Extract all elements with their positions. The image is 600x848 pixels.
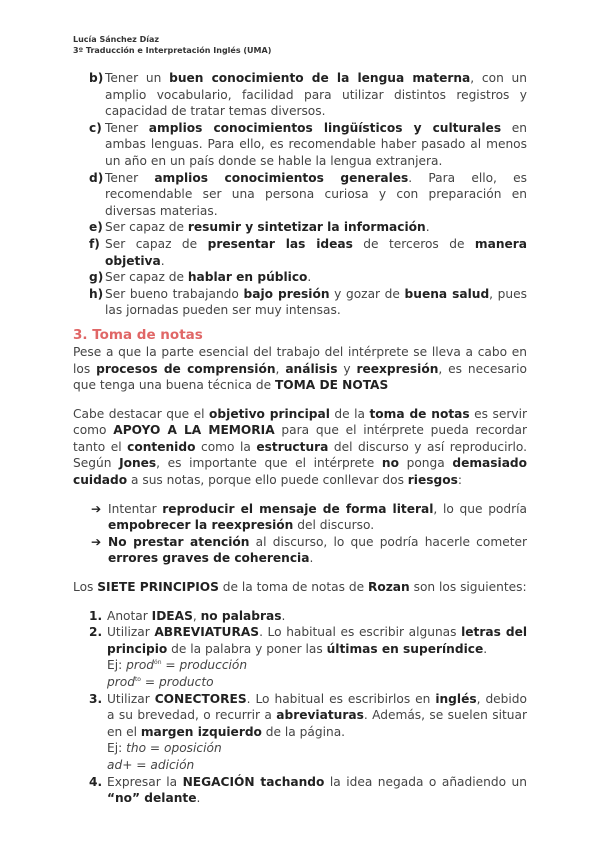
bold-text: Rozan <box>367 580 410 595</box>
bold-text: TOMA DE NOTAS <box>274 378 389 393</box>
principle-item <box>89 608 527 625</box>
list-item <box>73 70 527 120</box>
bold-text: errores graves de coherencia <box>108 551 310 566</box>
document-body <box>73 70 527 807</box>
list-item <box>73 236 527 269</box>
bold-text: SIETE PRINCIPIOS <box>97 580 219 595</box>
bold-text: buena salud <box>404 286 490 301</box>
principle-item <box>89 624 527 690</box>
bold-text: análisis <box>285 361 338 376</box>
bold-text: buen conocimiento de la lengua materna <box>169 71 471 85</box>
bold-text: procesos de comprensión <box>96 361 276 376</box>
bold-text: abreviaturas <box>276 708 364 723</box>
list-item <box>73 286 527 319</box>
list-item-label: g) <box>89 270 104 285</box>
list-item-text: Ser capaz de hablar en público. <box>105 270 312 285</box>
bold-text: ABREVIATURAS <box>154 625 260 640</box>
section-title: 3. Toma de notas <box>73 326 203 343</box>
principles-list <box>73 608 527 807</box>
requirements-list <box>73 70 527 319</box>
list-item <box>73 170 527 220</box>
bold-text: bajo presión <box>243 286 330 301</box>
bold-text: toma de notas <box>369 406 470 421</box>
list-item-label: f) <box>89 236 100 251</box>
arrow-bullet-icon: ➔ <box>91 501 102 516</box>
list-item-label: b) <box>89 71 104 85</box>
principle-number: 2. <box>89 625 103 640</box>
list-item-label: e) <box>89 220 103 235</box>
bold-text: últimas en superíndice <box>326 641 484 656</box>
principle-text: Utilizar CONECTORES. Lo habitual es escribirlos en inglés, debido a su brevedad, o recurrir a abreviaturas. Además, se suelen situar en el margen izquierdo de la página. Ej: tho = oposición ad+ = adición <box>107 691 527 772</box>
bold-text: Jones <box>119 456 157 471</box>
list-item-text: Ser bueno trabajando bajo presión y gozar de buena salud, pues las jornadas pueden ser muy intensas. <box>105 286 527 318</box>
arrow-bullet-icon: ➔ <box>91 534 102 549</box>
bold-text: “no” delante <box>107 791 197 806</box>
bold-text: NEGACIÓN tachando <box>182 774 325 789</box>
list-item <box>73 219 527 236</box>
bold-text: presentar las ideas <box>207 236 353 251</box>
bold-text: reproducir el mensaje de forma literal <box>162 501 434 516</box>
principle-number: 4. <box>89 774 103 789</box>
principle-number: 1. <box>89 608 103 623</box>
bold-text: No prestar atención <box>108 534 250 549</box>
principle-text: Anotar IDEAS, no palabras. <box>107 608 286 623</box>
principle-text: Expresar la NEGACIÓN tachando la idea negada o añadiendo un “no” delante. <box>107 774 527 806</box>
example-line: Ej: tho = oposición <box>107 741 222 756</box>
list-item-text: Tener un buen conocimiento de la lengua materna, con un amplio vocabulario, facilidad para utilizar distintos registros y capacidad de tratar temas diversos. <box>105 71 528 119</box>
bold-text: hablar en público <box>187 270 308 285</box>
bold-text: objetivo principal <box>209 406 330 421</box>
bold-text: margen izquierdo <box>140 724 262 739</box>
list-item-text: Ser capaz de resumir y sintetizar la información. <box>105 220 430 235</box>
principle-number: 3. <box>89 691 103 706</box>
bold-text: resumir y sintetizar la información <box>187 220 426 235</box>
list-item <box>91 501 527 534</box>
bold-text: inglés <box>435 691 477 706</box>
list-item <box>73 120 527 170</box>
page-header <box>73 34 271 56</box>
header-course: 3º Traducción e Interpretación Inglés (UMA) <box>73 46 272 55</box>
example-line: Ej: prod$^{ón}$ = producción <box>107 658 248 673</box>
list-item-label: c) <box>89 120 102 135</box>
bold-text: manera objetiva <box>105 236 528 268</box>
bold-text: amplios conocimientos lingüísticos y culturales <box>148 120 502 135</box>
bold-text: no <box>381 456 399 471</box>
bold-text: amplios conocimientos generales <box>154 170 409 185</box>
bold-text: empobrecer la reexpresión <box>108 518 294 533</box>
list-item <box>73 269 527 286</box>
objective-paragraph: Cabe destacar que el objetivo principal de la toma de notas es servir como APOYO A LA MEMORIA para que el intérprete pueda recordar tanto el contenido como la estructura del discurso y así reproducirlo. Según Jones, es importante que el intérprete no ponga demasiado cuidado a sus notas, porque ello puede conllevar dos riesgos: <box>73 406 528 488</box>
example-line: prod$^{to}$ = producto <box>107 675 214 689</box>
example-line: ad+ = adición <box>107 757 195 772</box>
principle-text: Utilizar ABREVIATURAS. Lo habitual es escribir algunas letras del principio de la palabra y poner las últimas en superíndice. Ej: prod$^{ón}$ = producción prod$^{to}$ = producto <box>107 625 528 689</box>
bold-text: riesgos <box>407 473 458 488</box>
list-item-text: Tener amplios conocimientos generales. Para ello, es recomendable ser una persona curiosa y con preparación en diversas materias. <box>105 170 527 218</box>
principle-item <box>89 774 527 807</box>
list-item-label: h) <box>89 286 104 301</box>
principles-intro: Los SIETE PRINCIPIOS de la toma de notas de Rozan son los siguientes: <box>73 580 527 595</box>
bold-text: contenido <box>127 439 196 454</box>
list-item-text: Intentar reproducir el mensaje de forma literal, lo que podría empobrecer la reexpresión del discurso. <box>108 501 527 533</box>
intro-paragraph: Pese a que la parte esencial del trabajo del intérprete se lleva a cabo en los procesos de comprensión, análisis y reexpresión, es necesario que tenga una buena técnica de TOMA DE NOTAS <box>73 344 527 393</box>
bold-text: CONECTORES <box>154 691 247 706</box>
list-item-label: d) <box>89 170 104 185</box>
list-item-text: Tener amplios conocimientos lingüísticos y culturales en ambas lenguas. Para ello, es recomendable haber pasado al menos un año en un país donde se hable la lengua extranjera. <box>105 120 527 168</box>
bold-text: reexpresión <box>356 361 439 376</box>
risks-list <box>73 501 527 567</box>
list-item-text: Ser capaz de presentar las ideas de terceros de manera objetiva. <box>105 236 528 268</box>
bold-text: demasiado cuidado <box>73 456 528 488</box>
list-item <box>91 534 527 567</box>
bold-text: no palabras <box>200 608 282 623</box>
bold-text: estructura <box>256 439 329 454</box>
header-author: Lucía Sánchez Díaz <box>73 35 160 44</box>
list-item-text: No prestar atención al discurso, lo que podría hacerle cometer errores graves de coherencia. <box>108 534 527 566</box>
bold-text: letras del principio <box>107 625 528 656</box>
bold-text: IDEAS <box>151 608 193 623</box>
principle-item <box>89 691 527 774</box>
bold-text: APOYO A LA MEMORIA <box>113 423 275 438</box>
